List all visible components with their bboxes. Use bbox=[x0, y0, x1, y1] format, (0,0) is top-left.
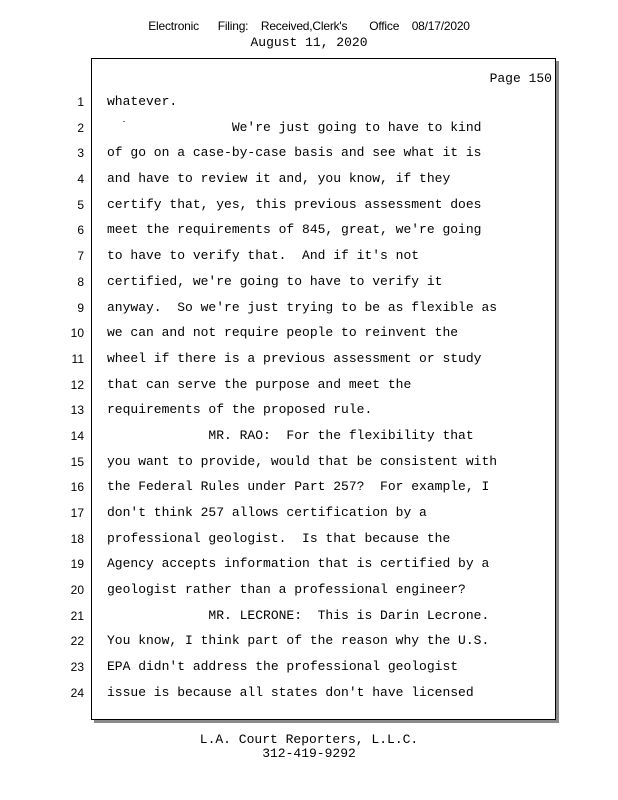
line-number: 1 bbox=[77, 95, 84, 109]
line-number: 20 bbox=[70, 583, 84, 598]
transcript-line: EPA didn't address the professional geologist bbox=[107, 659, 459, 675]
line-number: 2 bbox=[77, 120, 84, 135]
transcript-line: Agency accepts information that is certified by a bbox=[107, 556, 490, 572]
transcript-line: meet the requirements of 845, great, we're going bbox=[107, 222, 482, 238]
line-number: 23 bbox=[70, 660, 84, 675]
line-number: 6 bbox=[77, 223, 84, 238]
line-number: 12 bbox=[70, 377, 84, 392]
transcript-line: professional geologist. Is that because the bbox=[107, 530, 451, 546]
line-number: 4 bbox=[77, 172, 84, 187]
hearing-date: August 11, 2020 bbox=[250, 35, 368, 50]
line-number: 15 bbox=[70, 454, 84, 469]
line-number: 11 bbox=[71, 351, 84, 366]
transcript-line: to have to verify that. And if it's not bbox=[107, 248, 420, 264]
line-number: 10 bbox=[70, 326, 84, 341]
line-number: 24 bbox=[70, 685, 84, 700]
line-number: 22 bbox=[70, 634, 84, 649]
transcript-line: you want to provide, would that be consistent with bbox=[107, 453, 498, 469]
line-number: 16 bbox=[70, 480, 84, 495]
transcript-line: MR. RAO: For the flexibility that bbox=[107, 427, 474, 443]
line-number: 13 bbox=[70, 403, 84, 418]
transcript-line: the Federal Rules under Part 257? For example, I bbox=[107, 479, 490, 495]
court-reporter-name: L.A. Court Reporters, L.L.C. bbox=[199, 732, 419, 747]
transcript-body bbox=[107, 94, 547, 711]
transcript-line: geologist rather than a professional engineer? bbox=[107, 582, 466, 598]
line-number: 14 bbox=[70, 428, 84, 443]
line-number: 9 bbox=[77, 300, 84, 315]
transcript-line: We're just going to have to kind bbox=[107, 119, 482, 135]
line-number-column bbox=[60, 94, 84, 711]
transcript-line: and have to review it and, you know, if they bbox=[107, 171, 451, 187]
transcript-line: wheel if there is a previous assessment or study bbox=[107, 350, 482, 366]
line-number: 18 bbox=[70, 531, 84, 546]
transcript-line: don't think 257 allows certification by a bbox=[107, 505, 427, 520]
transcript-line: certify that, yes, this previous assessment does bbox=[107, 196, 482, 212]
transcript-line: MR. LECRONE: This is Darin Lecrone. bbox=[107, 607, 490, 623]
transcript-line: certified, we're going to have to verify it bbox=[107, 273, 443, 289]
court-reporter-phone: 312-419-9292 bbox=[262, 746, 356, 761]
line-number: 17 bbox=[70, 506, 84, 520]
page-number: Page 150 bbox=[489, 71, 552, 86]
line-number: 7 bbox=[77, 249, 84, 264]
transcript-line: requirements of the proposed rule. bbox=[107, 402, 373, 418]
line-number: 8 bbox=[77, 274, 84, 289]
transcript-line: You know, I think part of the reason why the U.S. bbox=[107, 633, 490, 649]
transcript-line: whatever. bbox=[107, 94, 178, 109]
line-number: 19 bbox=[70, 557, 84, 572]
line-number: 3 bbox=[77, 146, 84, 161]
line-number: 21 bbox=[70, 608, 84, 623]
electronic-filing-stamp: Electronic Filing: Received,Clerk's Office 08/17/2020 bbox=[148, 19, 470, 33]
transcript-line: that can serve the purpose and meet the bbox=[107, 376, 412, 392]
line-number: 5 bbox=[77, 197, 84, 212]
transcript-line: anyway. So we're just trying to be as flexible as bbox=[107, 299, 498, 315]
transcript-line: issue is because all states don't have licensed bbox=[107, 684, 474, 700]
transcript-line: we can and not require people to reinvent the bbox=[107, 325, 459, 341]
transcript-line: of go on a case-by-case basis and see what it is bbox=[107, 145, 482, 161]
